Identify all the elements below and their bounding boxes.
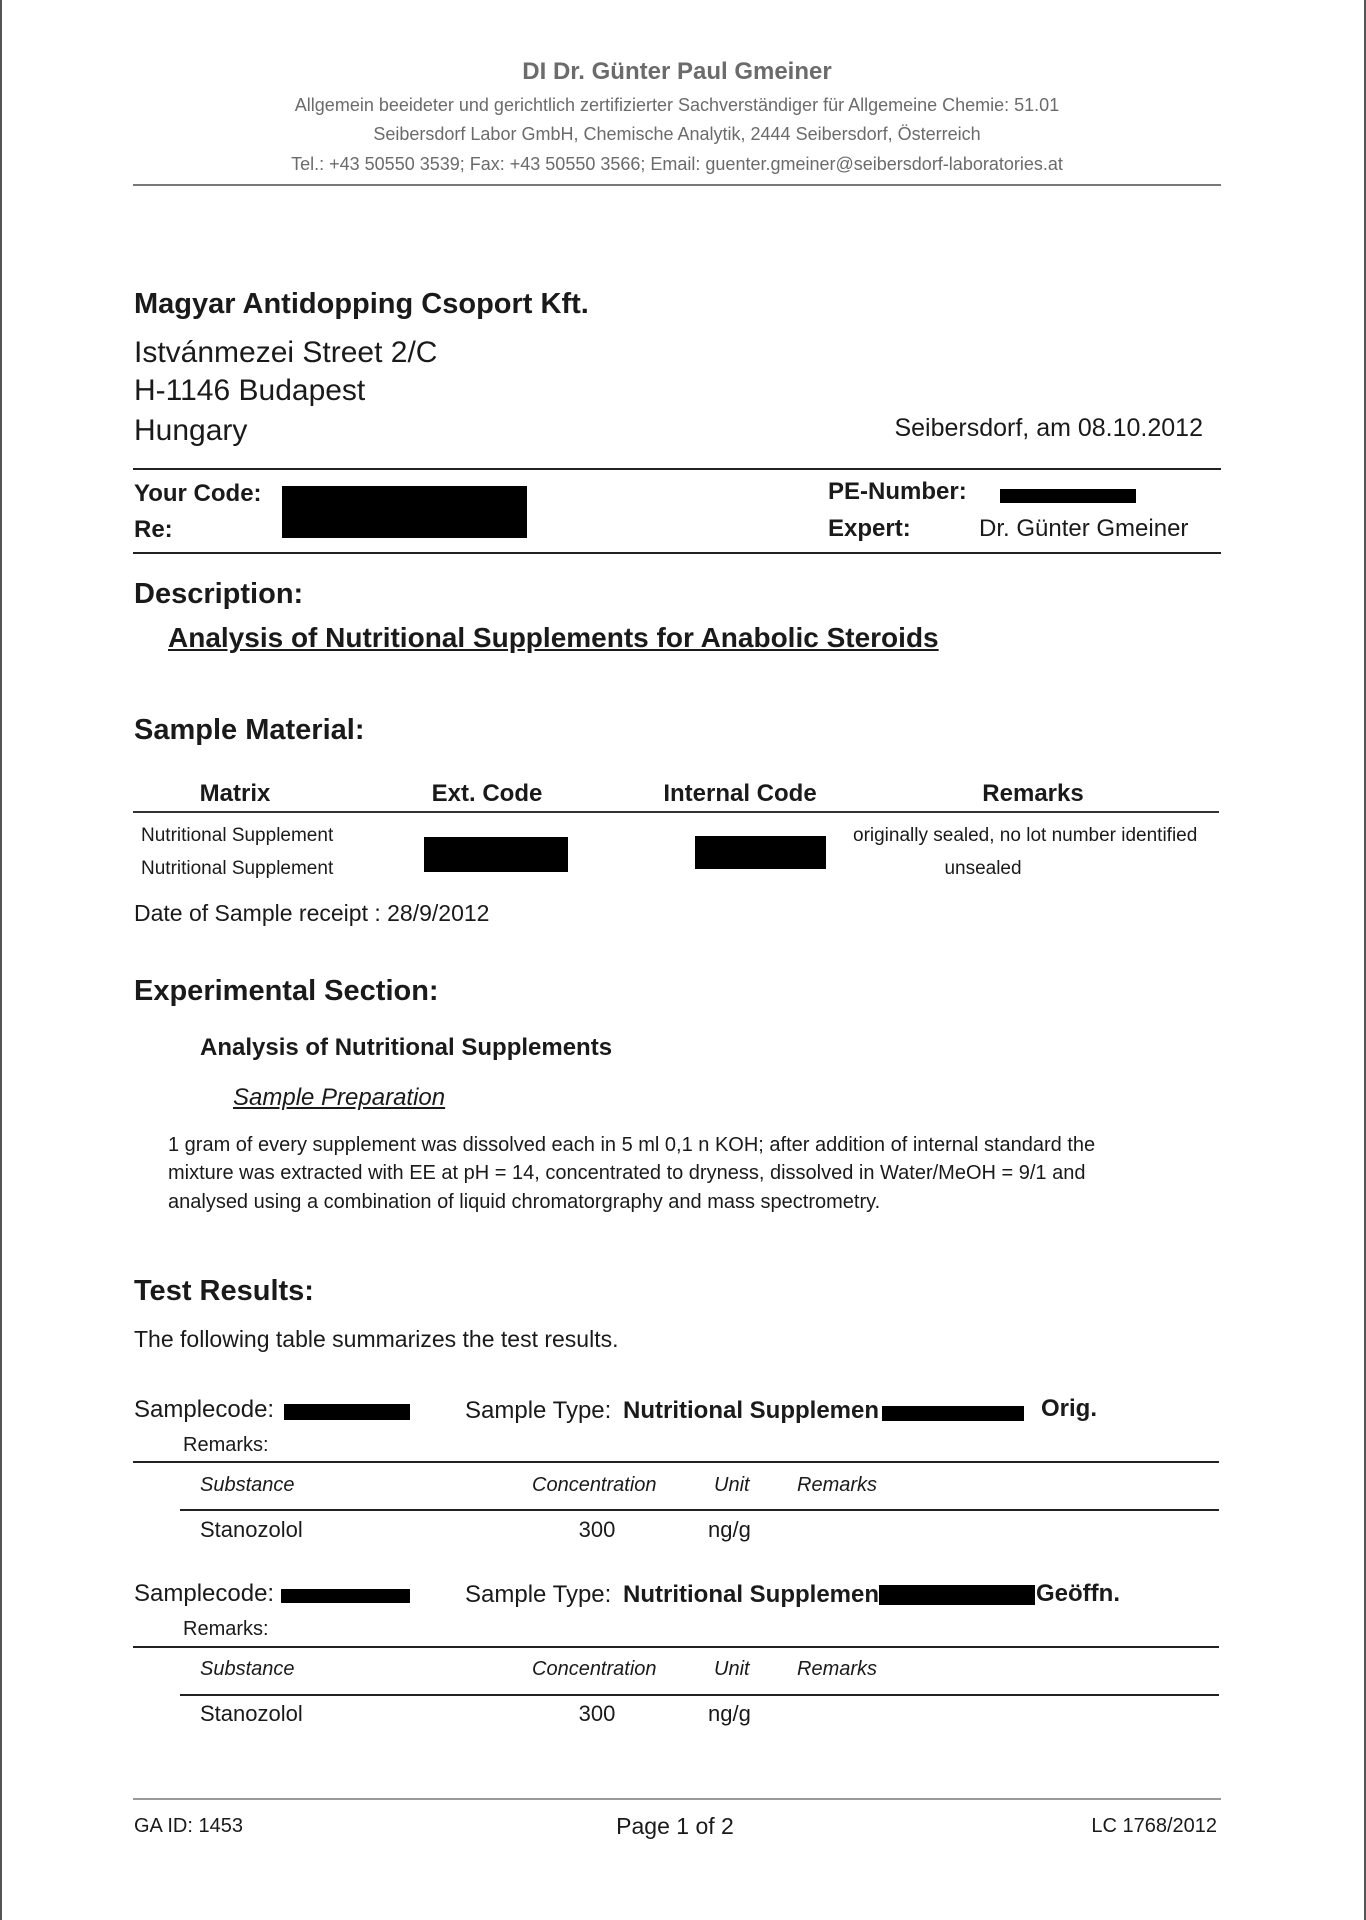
experimental-line-2: mixture was extracted with EE at pH = 14, concentrated to dryness, dissolved in Water/MeOH = 9/1 and [168, 1162, 1086, 1184]
sample-row-2-remarks: unsealed [944, 858, 1022, 879]
recipient-org: Magyar Antidopping Csoport Kft. [134, 288, 589, 320]
sample-row-2-matrix: Nutritional Supplement [141, 858, 334, 879]
sample-type-value-1: Nutritional Supplemen [623, 1397, 880, 1424]
recipient-city: H-1146 Budapest [134, 374, 366, 407]
experimental-line-1: 1 gram of every supplement was dissolved each in 5 ml 0,1 n KOH; after addition of internal standard the [168, 1134, 1096, 1156]
results-col-unit-1: Unit [714, 1474, 750, 1496]
sample-receipt-date: Date of Sample receipt : 28/9/2012 [134, 900, 490, 926]
test-results-intro: The following table summarizes the test results. [134, 1326, 619, 1352]
footer-lc: LC 1768/2012 [1091, 1815, 1217, 1837]
experimental-line-3: analysed using a combination of liquid chromatorgraphy and mass spectrometry. [168, 1191, 881, 1213]
page-border-left [0, 0, 2, 1920]
redaction-sample-type-1 [882, 1406, 1024, 1421]
sample-remarks-label-1: Remarks: [183, 1434, 269, 1456]
your-code-label: Your Code: [134, 480, 262, 507]
sample-remarks-label-2: Remarks: [183, 1618, 269, 1640]
sample-type-value-2: Nutritional Supplemen [623, 1581, 880, 1608]
samplecode-label-1: Samplecode: [134, 1396, 275, 1423]
redaction-sample-type-2 [879, 1585, 1035, 1605]
col-ext-code: Ext. Code [431, 780, 543, 807]
sample-table-rule [133, 811, 1219, 813]
result-substance-2: Stanozolol [200, 1701, 303, 1726]
redaction-ext-code [424, 837, 568, 872]
results-rule-mid-2 [180, 1694, 1219, 1696]
sample-type-label-2: Sample Type: [465, 1581, 612, 1608]
re-label: Re: [134, 516, 173, 543]
pe-number-label: PE-Number: [828, 478, 967, 505]
sample-material-heading: Sample Material: [134, 714, 365, 746]
letterhead-line-1: Allgemein beeideter und gerichtlich zertifizierter Sachverständiger für Allgemeine Chemie: 51.01 [294, 95, 1060, 115]
results-rule-mid-1 [180, 1509, 1219, 1511]
footer-page: Page 1 of 2 [616, 1813, 734, 1839]
results-col-substance-1: Substance [200, 1474, 295, 1496]
redaction-pe-number [1000, 489, 1136, 503]
result-concentration-1: 300 [578, 1517, 616, 1542]
description-title: Analysis of Nutritional Supplements for Anabolic Steroids [168, 622, 939, 653]
result-concentration-2: 300 [578, 1701, 616, 1726]
redaction-samplecode-2 [281, 1589, 410, 1603]
results-col-concentration-1: Concentration [532, 1474, 657, 1496]
experimental-heading: Experimental Section: [134, 975, 439, 1007]
results-col-remarks-1: Remarks [797, 1474, 878, 1496]
sample-suffix-2: Geöffn. [1036, 1580, 1120, 1607]
place-date: Seibersdorf, am 08.10.2012 [894, 414, 1203, 442]
result-unit-2: ng/g [708, 1701, 751, 1726]
col-matrix: Matrix [199, 780, 271, 807]
test-results-heading: Test Results: [134, 1275, 314, 1307]
results-col-unit-2: Unit [714, 1658, 750, 1680]
results-rule-top-1 [133, 1461, 1219, 1463]
recipient-street: Istvánmezei Street 2/C [134, 336, 438, 369]
info-top-rule [133, 468, 1221, 470]
experimental-subheading: Analysis of Nutritional Supplements [200, 1034, 613, 1061]
redaction-internal-code [695, 836, 826, 869]
results-col-concentration-2: Concentration [532, 1658, 657, 1680]
result-unit-1: ng/g [708, 1517, 751, 1542]
letterhead-line-3: Tel.: +43 50550 3539; Fax: +43 50550 3566; Email: guenter.gmeiner@seibersdorf-laboratories.at [291, 154, 1063, 174]
result-substance-1: Stanozolol [200, 1517, 303, 1542]
letterhead-rule [133, 184, 1221, 186]
sample-suffix-1: Orig. [1041, 1395, 1098, 1422]
expert-value: Dr. Günter Gmeiner [979, 515, 1189, 542]
footer-ga-id: GA ID: 1453 [134, 1815, 243, 1837]
expert-label: Expert: [828, 515, 911, 542]
recipient-country: Hungary [134, 414, 248, 447]
footer-rule [133, 1798, 1221, 1800]
redaction-your-code [282, 486, 527, 538]
samplecode-label-2: Samplecode: [134, 1580, 275, 1607]
description-heading: Description: [134, 578, 304, 610]
info-bottom-rule [133, 552, 1221, 554]
letterhead-line-2: Seibersdorf Labor GmbH, Chemische Analytik, 2444 Seibersdorf, Österreich [373, 124, 981, 144]
sample-type-label-1: Sample Type: [465, 1397, 612, 1424]
redaction-samplecode-1 [284, 1404, 410, 1420]
sample-row-1-remarks: originally sealed, no lot number identified [853, 825, 1198, 846]
letterhead-name: DI Dr. Günter Paul Gmeiner [522, 58, 832, 85]
col-internal-code: Internal Code [663, 780, 817, 807]
sample-preparation-heading: Sample Preparation [233, 1084, 446, 1111]
col-remarks: Remarks [982, 780, 1084, 807]
sample-row-1-matrix: Nutritional Supplement [141, 825, 334, 846]
results-col-substance-2: Substance [200, 1658, 295, 1680]
results-col-remarks-2: Remarks [797, 1658, 878, 1680]
results-rule-top-2 [133, 1646, 1219, 1648]
